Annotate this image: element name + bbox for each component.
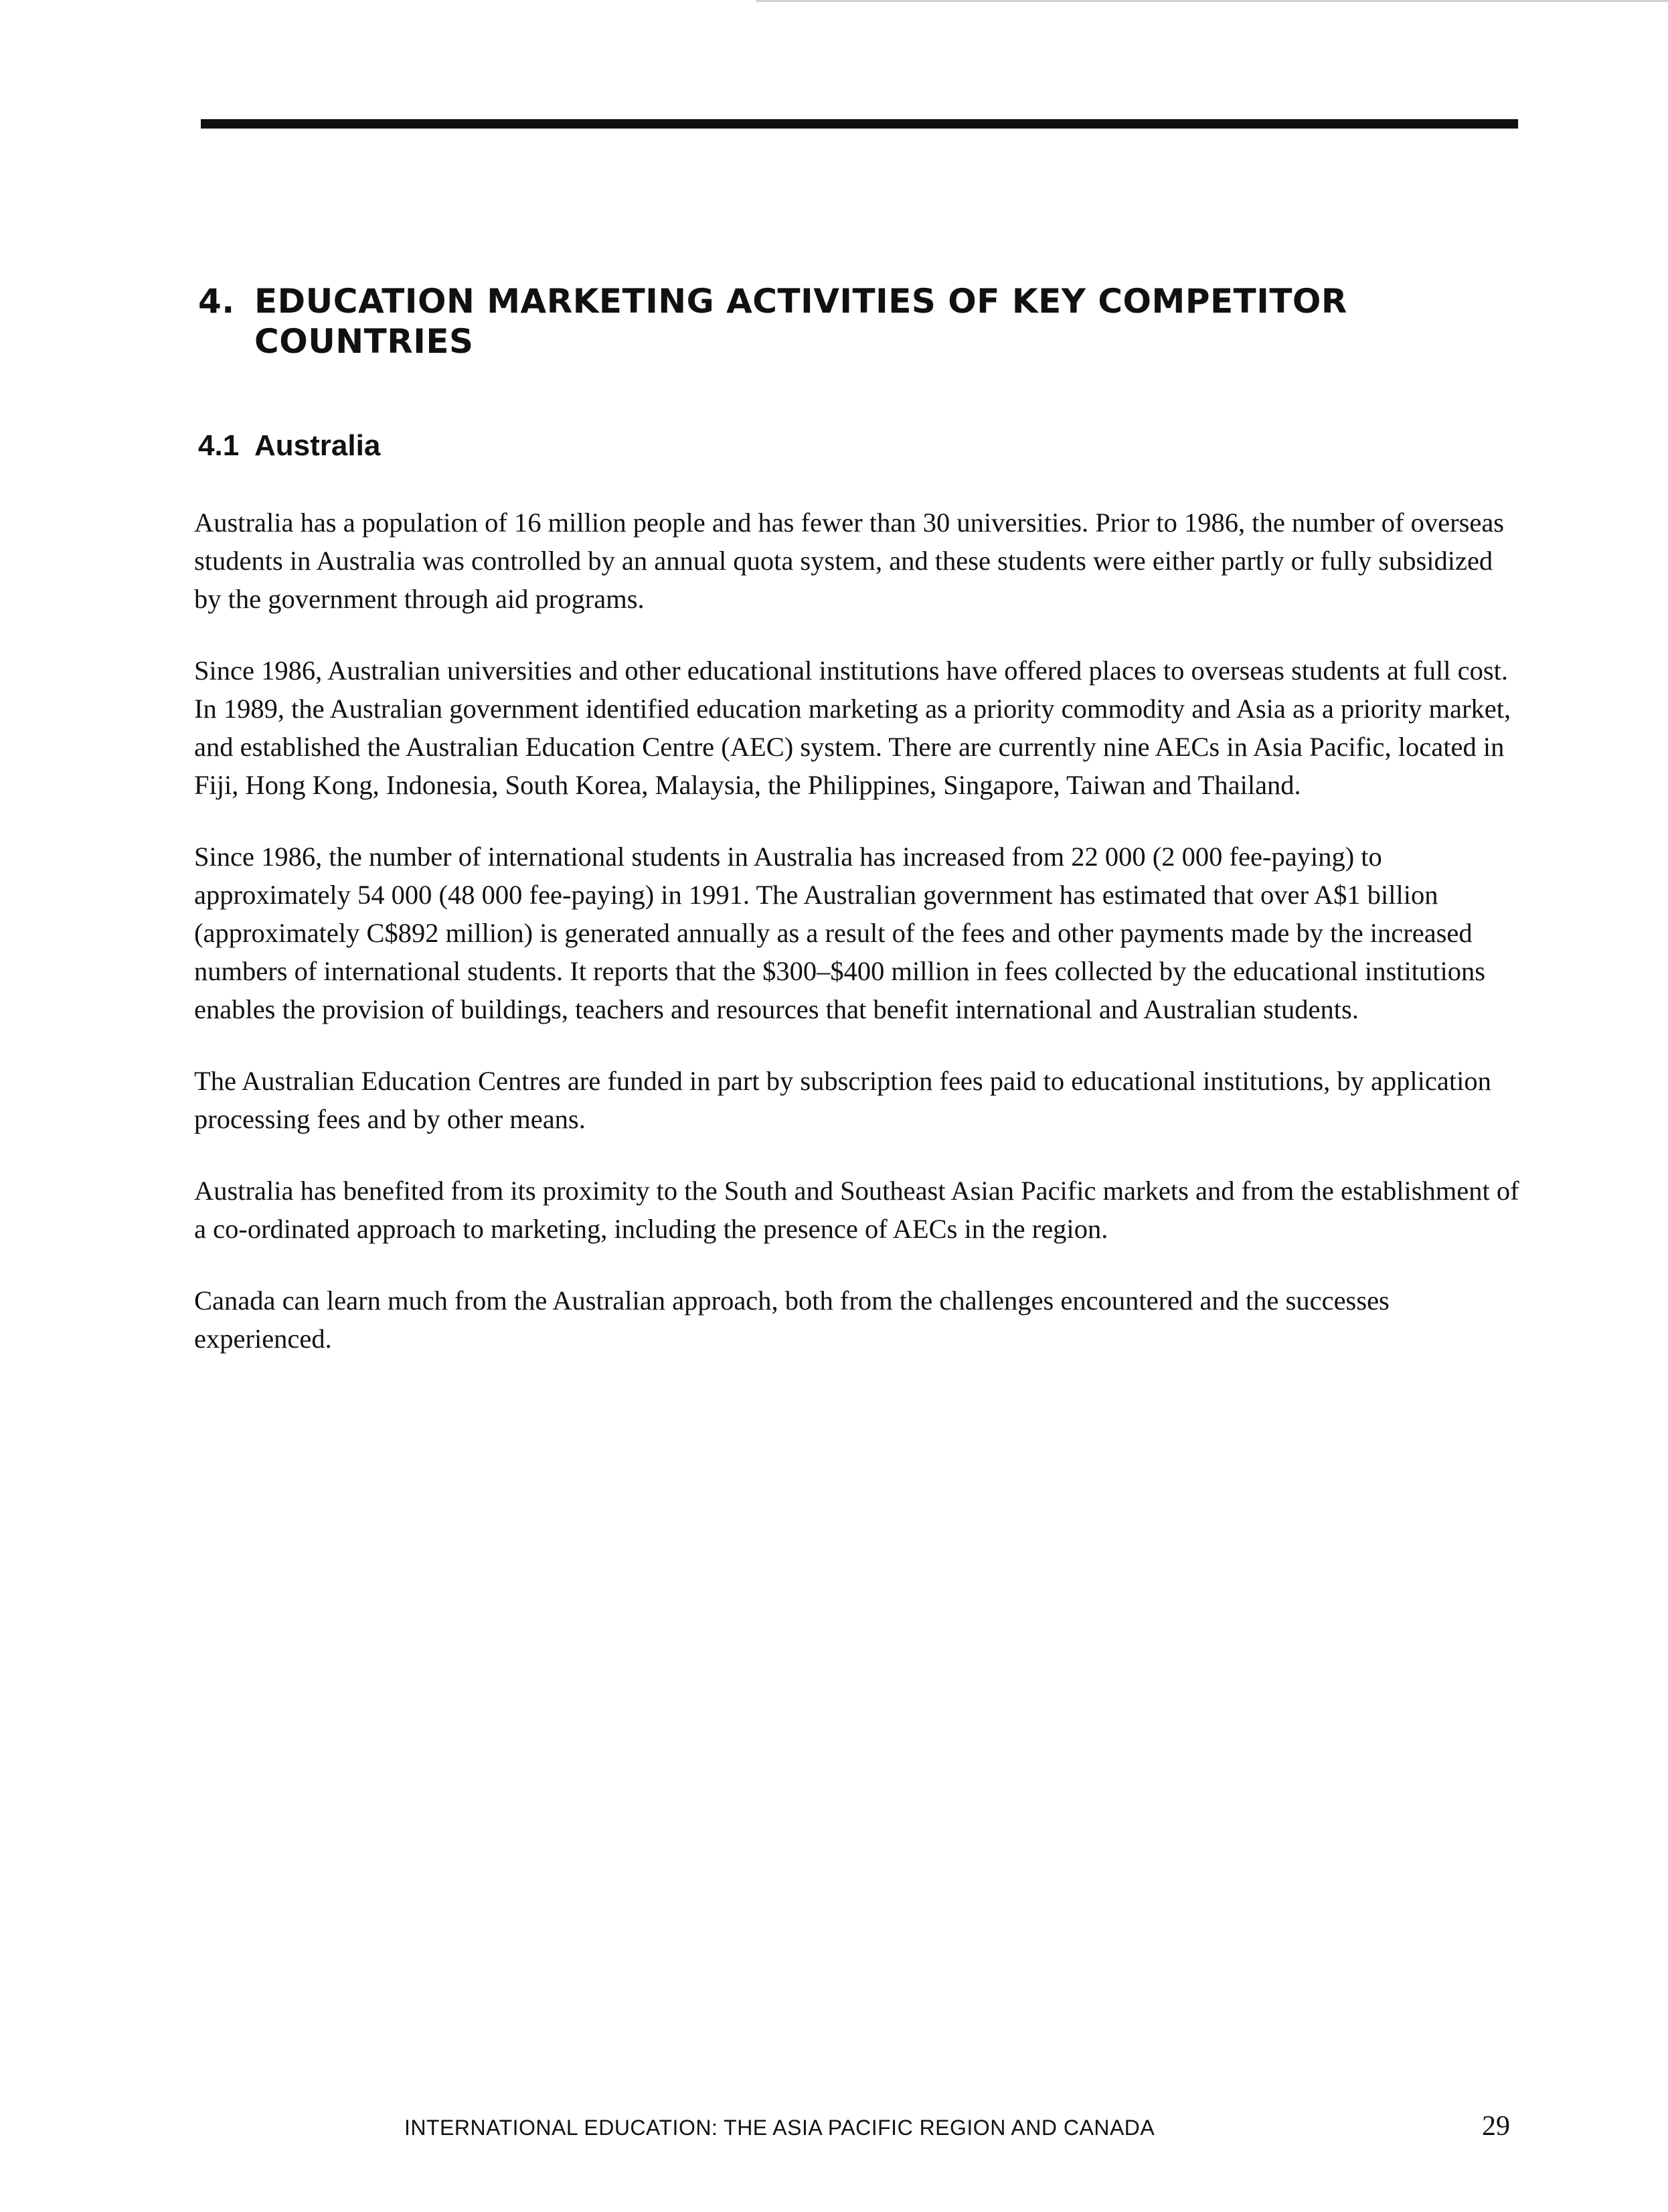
chapter-title: [198, 281, 1523, 362]
scan-edge-line: [756, 0, 1668, 2]
paragraph: The Australian Education Centres are funded in part by subscription fees paid to educational institutions, by application processing fees and by other means.: [194, 1066, 1491, 1134]
header-rule: [201, 119, 1518, 129]
section-title: Australia: [254, 429, 381, 462]
paragraph: Since 1986, Australian universities and other educational institutions have offered places to overseas students at full cost. In 1989, the Australian government identified education marketing as a priority commodity and Asia as a priority market, and established the Australian Education Centre (AEC) system. There are currently nine AECs in Asia Pacific, located in Fiji, Hong Kong, Indonesia, South Korea, Malaysia, the Philippines, Singapore, Taiwan and Thailand.: [194, 655, 1511, 800]
footer-title: INTERNATIONAL EDUCATION: THE ASIA PACIFIC REGION AND CANADA: [404, 2116, 1155, 2140]
chapter-title-line2: COUNTRIES: [254, 322, 474, 361]
paragraph: Australia has a population of 16 million people and has fewer than 30 universities. Prior to 1986, the number of overseas students in Australia was controlled by an annual quota system, and these students were either partly or fully subsidized by the government through aid programs.: [194, 507, 1505, 614]
chapter-number: 4.: [198, 282, 235, 321]
paragraph: Canada can learn much from the Australian approach, both from the challenges encountered and the successes experienced.: [194, 1285, 1390, 1354]
paragraph: Australia has benefited from its proximity to the South and Southeast Asian Pacific markets and from the establishment of a co-ordinated approach to marketing, including the presence of AECs in the region.: [194, 1176, 1519, 1244]
section-heading: [198, 427, 380, 465]
body-text: [194, 503, 1519, 1391]
page-number: 29: [1482, 2111, 1510, 2142]
chapter-title-line1: EDUCATION MARKETING ACTIVITIES OF KEY COMPETITOR: [254, 282, 1347, 321]
section-number: 4.1: [198, 429, 240, 462]
paragraph: Since 1986, the number of international students in Australia has increased from 22 000 (2 000 fee-paying) to approximately 54 000 (48 000 fee-paying) in 1991. The Australian government has estimated that over A$1 billion (approximately C$892 million) is generated annually as a result of the fees and other payments made by the increased numbers of international students. It reports that the $300–$400 million in fees collected by the educational institutions enables the provision of buildings, teachers and resources that benefit international and Australian students.: [194, 842, 1485, 1024]
